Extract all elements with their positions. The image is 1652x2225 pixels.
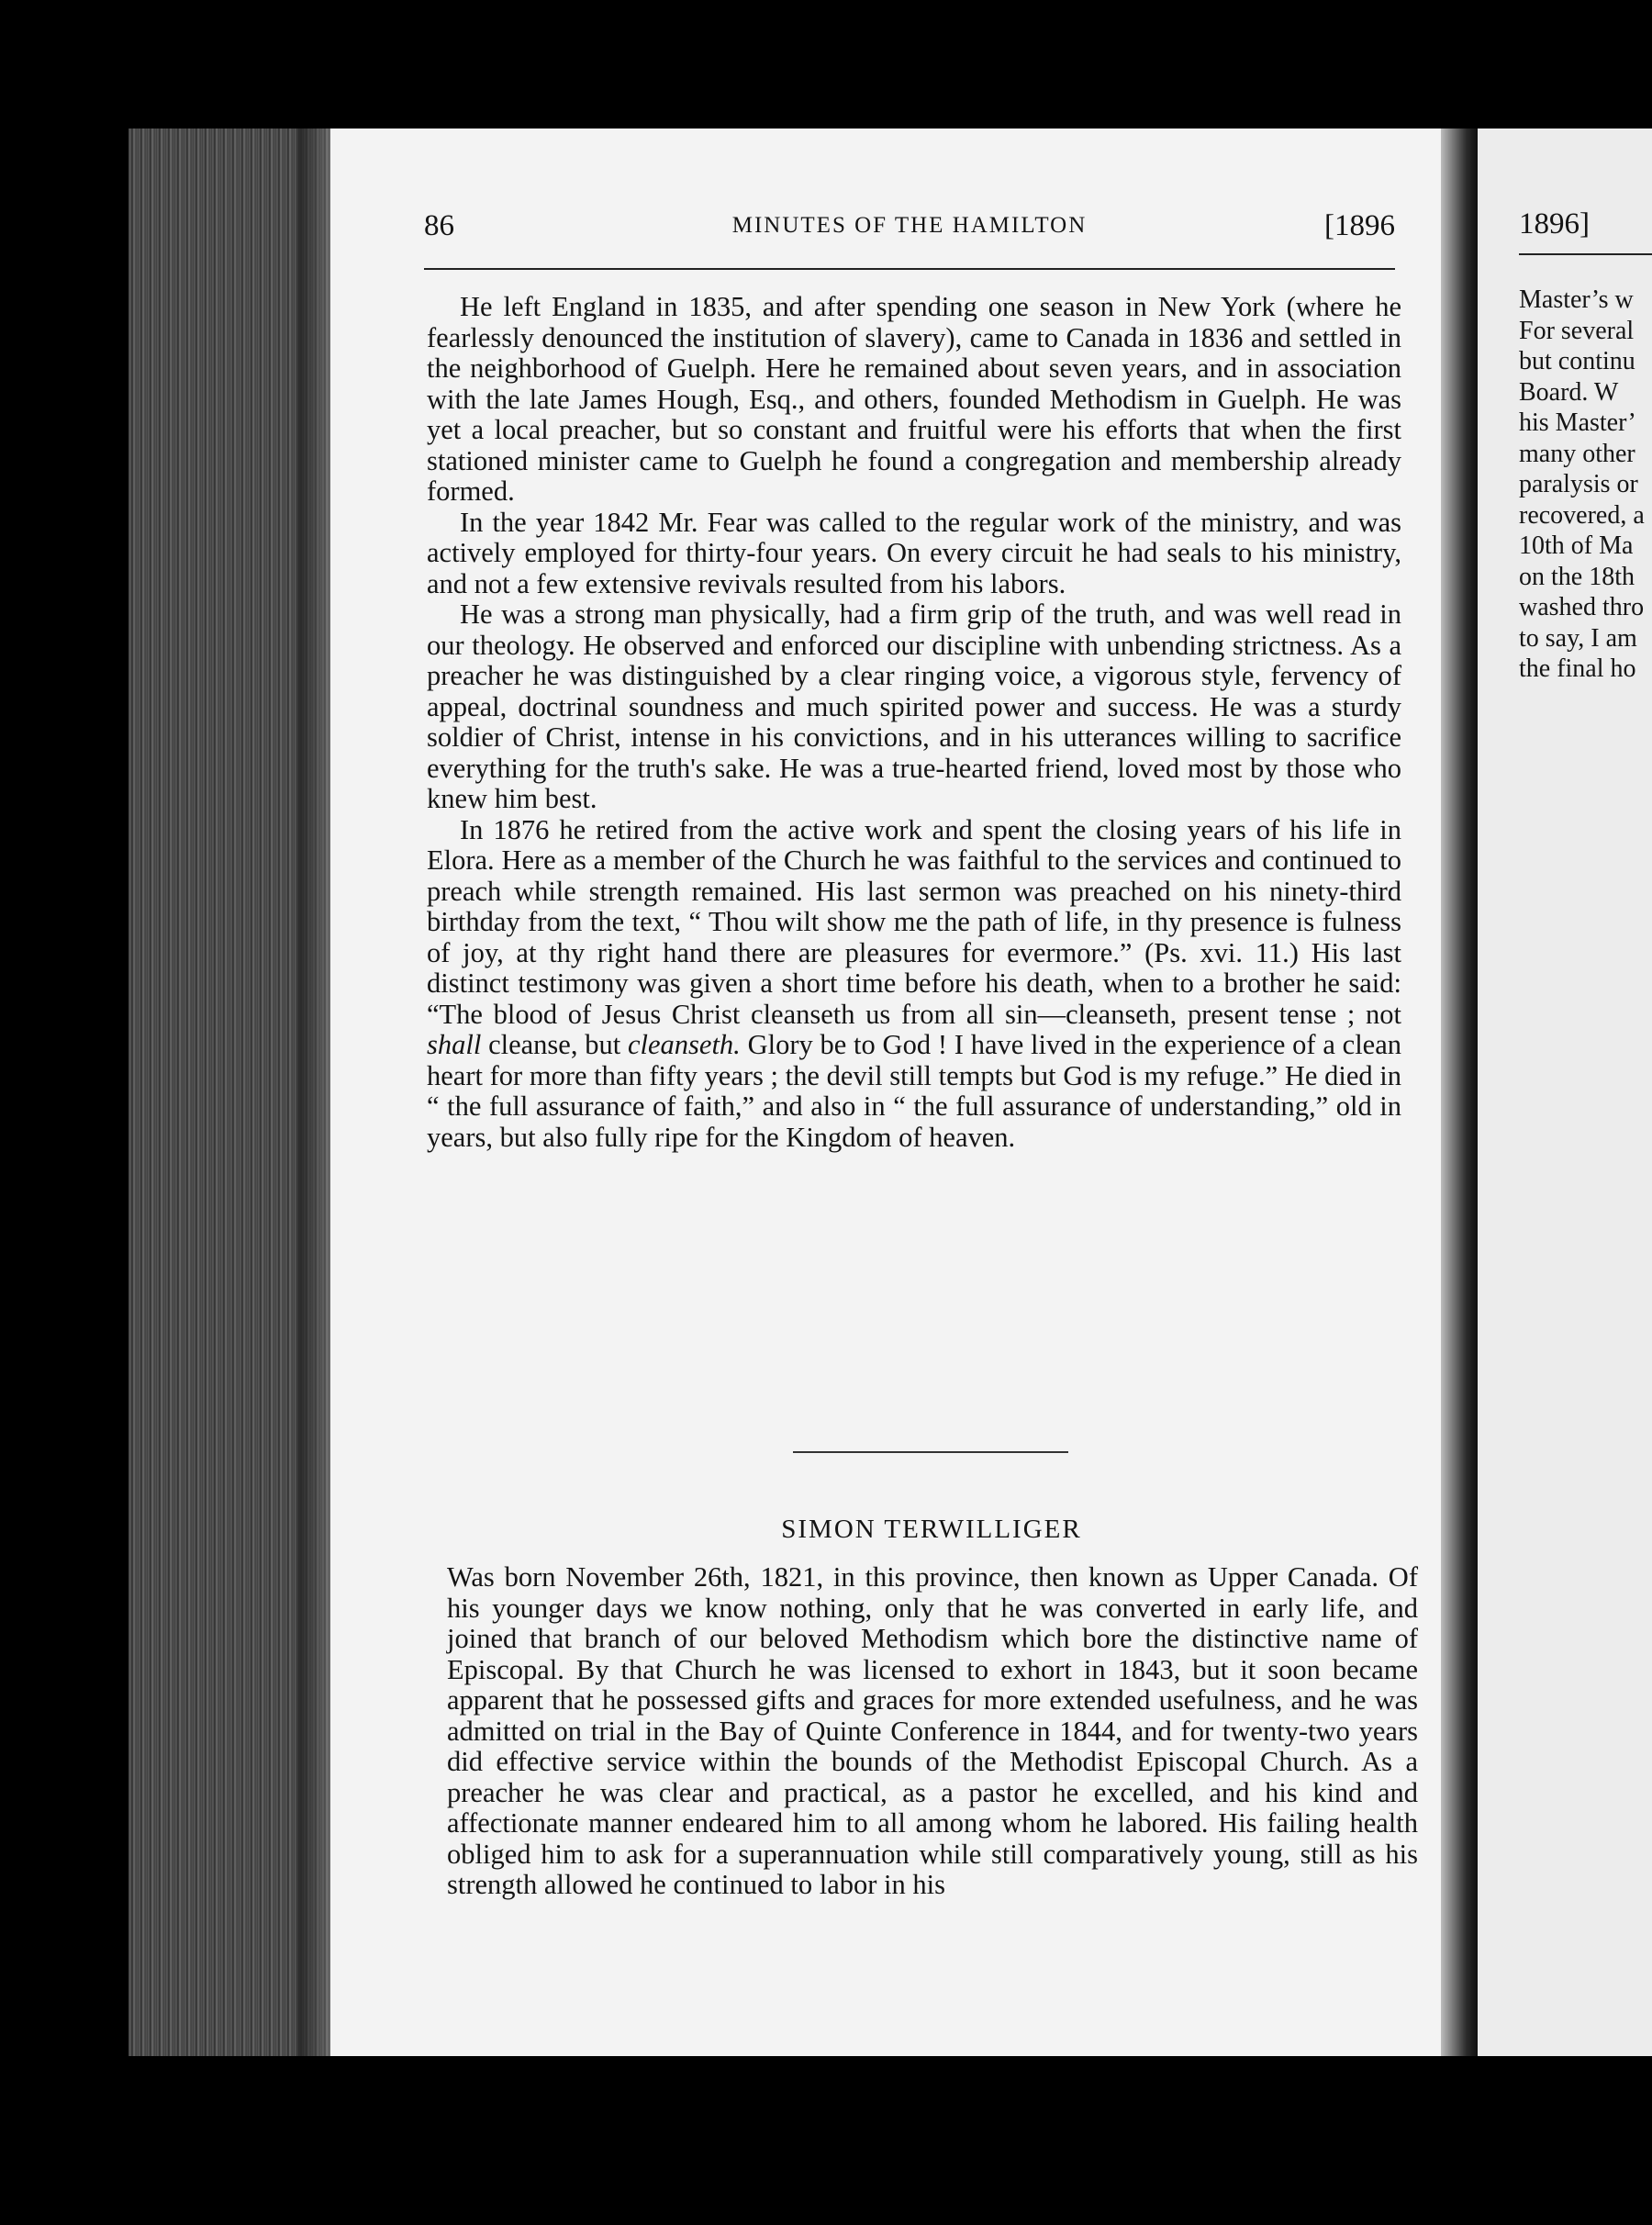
paragraph: Was born November 26th, 1821, in this province, then known as Upper Canada. Of his younger days we know nothing, only that he was converted in early life, and joined that branch of our beloved Methodism which bore the distinctive name of Episcopal. By that Church he was licensed to exhort in 1843, but it soon became apparent that he possessed gifts and graces for more extended usefulness, and he was admitted on trial in the Bay of Quinte Conference in 1844, and for twenty-two years did effective service within the bounds of the Methodist Episcopal Church. As a preacher he was clear and practical, as a pastor he excelled, and his kind and affectionate manner endeared him to all among whom he labored. His failing health obliged him to ask for a superannuation while still comparatively young, still as his strength allowed he continued to labor in his (447, 1561, 1418, 1900)
paragraph (427, 815, 1401, 1154)
right-page-line: Master’s w (1519, 285, 1634, 314)
section-heading: SIMON TERWILLIGER (781, 1515, 1082, 1544)
right-page-header-rule (1519, 253, 1652, 255)
right-page-line: paralysis or (1519, 470, 1638, 498)
paragraph: In the year 1842 Mr. Fear was called to the regular work of the ministry, and was actively employed for thirty-four years. On every circuit he had seals to his ministry, and not a few extensive revivals resulted from his labors. (427, 506, 1401, 599)
right-book-page (1478, 129, 1652, 2056)
italic-text: shall (427, 1029, 482, 1060)
running-head: MINUTES OF THE HAMILTON (731, 213, 1088, 238)
header-rule (424, 268, 1395, 270)
right-page-line: his Master’ (1519, 408, 1636, 437)
section-body-text (447, 1562, 1418, 1901)
right-page-line: For several (1519, 316, 1635, 345)
paragraph-text: Glory be to God ! I have lived in the experience of a clean heart for more than fifty years ; the devil still tempts but God is my refuge.” He died in “ the full assurance of faith,” and also in “ the full assurance of understanding,” old in years, but also fully ripe for the Kingdom of heaven. (427, 1029, 1401, 1153)
right-page-text (1519, 285, 1652, 685)
header-year: [1896 (1324, 209, 1395, 242)
paragraph: He was a strong man physically, had a firm grip of the truth, and was well read in our theology. He observed and enforced our discipline with unbending strictness. As a preacher he was distinguished by a clear ringing voice, a vigorous style, fervency of appeal, doctrinal soundness and much spirited power and success. He was a sturdy soldier of Christ, intense in his convictions, and in his utterances willing to sacrifice everything for the truth's sake. He was a true-hearted friend, loved most by those who knew him best. (427, 598, 1401, 814)
right-page-line: recovered, a (1519, 500, 1645, 530)
right-page-line: washed thro (1519, 593, 1645, 621)
italic-text: cleanseth. (627, 1029, 741, 1060)
right-page-line: 10th of Ma (1519, 531, 1634, 560)
scan-border-bottom (0, 2054, 1652, 2225)
right-page-line: to say, I am (1519, 623, 1637, 653)
scan-border-top (0, 0, 1652, 129)
right-page-line: Board. W (1519, 377, 1619, 407)
page-number: 86 (424, 209, 454, 242)
book-gutter (1441, 129, 1478, 2056)
right-page-line: but continu (1519, 347, 1635, 375)
right-page-header-year: 1896] (1519, 207, 1590, 240)
scan-border-left (0, 0, 128, 2225)
page-edge-shadow (298, 129, 330, 2056)
paragraph-text: In 1876 he retired from the active work and spent the closing years of his life in Elora. Here as a member of the Church he was faithful to the services and continued to preach while strength remained. His last sermon was preached on his ninety-third birthday from the text, “ Thou wilt show me the path of life, in thy presence is fulness of joy, at thy right hand there are pleasures for evermore.” (Ps. xvi. 11.) His last distinct testimony was given a short time before his death, when to a brother he said: “The blood of Jesus Christ cleanseth us from all sin—cleanseth, present tense ; not (427, 813, 1401, 1030)
section-divider (793, 1451, 1068, 1453)
right-page-line: many other (1519, 439, 1635, 468)
body-text (427, 292, 1401, 1153)
page-header (424, 209, 1395, 257)
paragraph: He left England in 1835, and after spending one season in New York (where he fearlessly denounced the institution of slavery), came to Canada in 1836 and settled in the neighborhood of Guelph. Here he remained about seven years, and in association with the late James Hough, Esq., and others, founded Methodism in Guelph. He was yet a local preacher, but so constant and fruitful were his efforts that when the first stationed minister came to Guelph he found a congregation and membership already formed. (427, 291, 1401, 507)
right-page-line: on the 18th (1519, 562, 1635, 591)
right-page-line: the final ho (1519, 654, 1636, 683)
paragraph-text: cleanse, but (481, 1029, 628, 1060)
